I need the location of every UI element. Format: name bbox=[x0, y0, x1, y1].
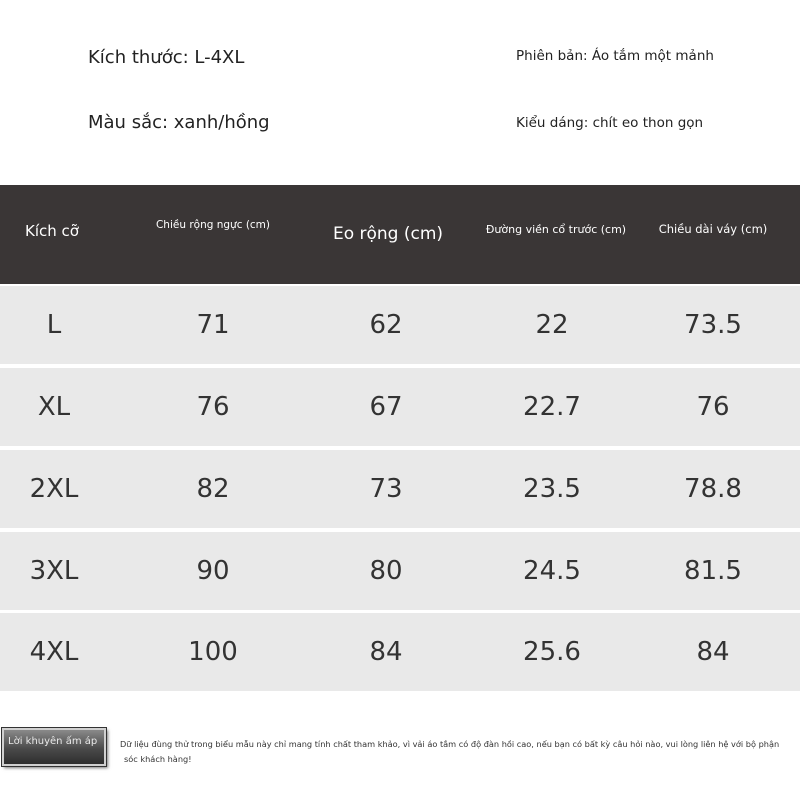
table-cell: 100 bbox=[188, 637, 238, 667]
table-cell: 73.5 bbox=[684, 310, 742, 340]
table-cell: XL bbox=[37, 392, 71, 422]
table-cell: 2XL bbox=[29, 474, 79, 504]
table-cell: 84 bbox=[369, 637, 403, 667]
table-cell: 3XL bbox=[29, 556, 79, 586]
header-front-neckline: Đường viền cổ trước (cm) bbox=[485, 223, 627, 236]
table-cell: 4XL bbox=[29, 637, 79, 667]
header-waist-width: Eo rộng (cm) bbox=[332, 224, 444, 244]
table-cell: 90 bbox=[196, 556, 230, 586]
style-info: Kiểu dáng: chít eo thon gọn bbox=[516, 115, 704, 131]
disclaimer-note bbox=[120, 737, 800, 767]
table-cell: 22 bbox=[535, 310, 569, 340]
table-cell: 23.5 bbox=[523, 474, 581, 504]
advice-badge bbox=[2, 728, 106, 766]
table-cell: 25.6 bbox=[523, 637, 581, 667]
header-size: Kích cỡ bbox=[25, 222, 79, 240]
table-cell: 82 bbox=[196, 474, 230, 504]
header-dress-length: Chiều dài váy (cm) bbox=[658, 222, 768, 236]
table-cell: 22.7 bbox=[523, 392, 581, 422]
table-row bbox=[0, 532, 800, 610]
table-row bbox=[0, 613, 800, 691]
size-info: Kích thước: L-4XL bbox=[88, 47, 245, 68]
table-cell: 24.5 bbox=[523, 556, 581, 586]
header-chest-width: Chiều rộng ngực (cm) bbox=[155, 219, 271, 231]
table-cell: 80 bbox=[369, 556, 403, 586]
table-cell: 71 bbox=[196, 310, 230, 340]
table-row bbox=[0, 368, 800, 446]
table-row bbox=[0, 286, 800, 364]
advice-label: Lời khuyên ấm áp bbox=[8, 736, 98, 747]
table-row bbox=[0, 450, 800, 528]
disclaimer-line-2: sóc khách hàng! bbox=[124, 754, 192, 764]
table-cell: 76 bbox=[196, 392, 230, 422]
table-cell: L bbox=[46, 310, 62, 340]
table-cell: 84 bbox=[696, 637, 730, 667]
table-cell: 73 bbox=[369, 474, 403, 504]
disclaimer-line-1: Dữ liệu đùng thử trong biểu mẫu này chỉ mang tính chất tham khảo, vì vải áo tắm có độ đàn hồi cao, nếu bạn có bất kỳ câu hỏi nào, vui lòng liên hệ với bộ phận bbox=[120, 739, 780, 749]
table-cell: 81.5 bbox=[684, 556, 742, 586]
version-info: Phiên bản: Áo tắm một mảnh bbox=[516, 48, 714, 64]
table-cell: 78.8 bbox=[684, 474, 742, 504]
color-info: Màu sắc: xanh/hồng bbox=[88, 112, 270, 133]
size-table-header bbox=[0, 185, 800, 284]
table-cell: 62 bbox=[369, 310, 403, 340]
table-cell: 67 bbox=[369, 392, 403, 422]
table-cell: 76 bbox=[696, 392, 730, 422]
